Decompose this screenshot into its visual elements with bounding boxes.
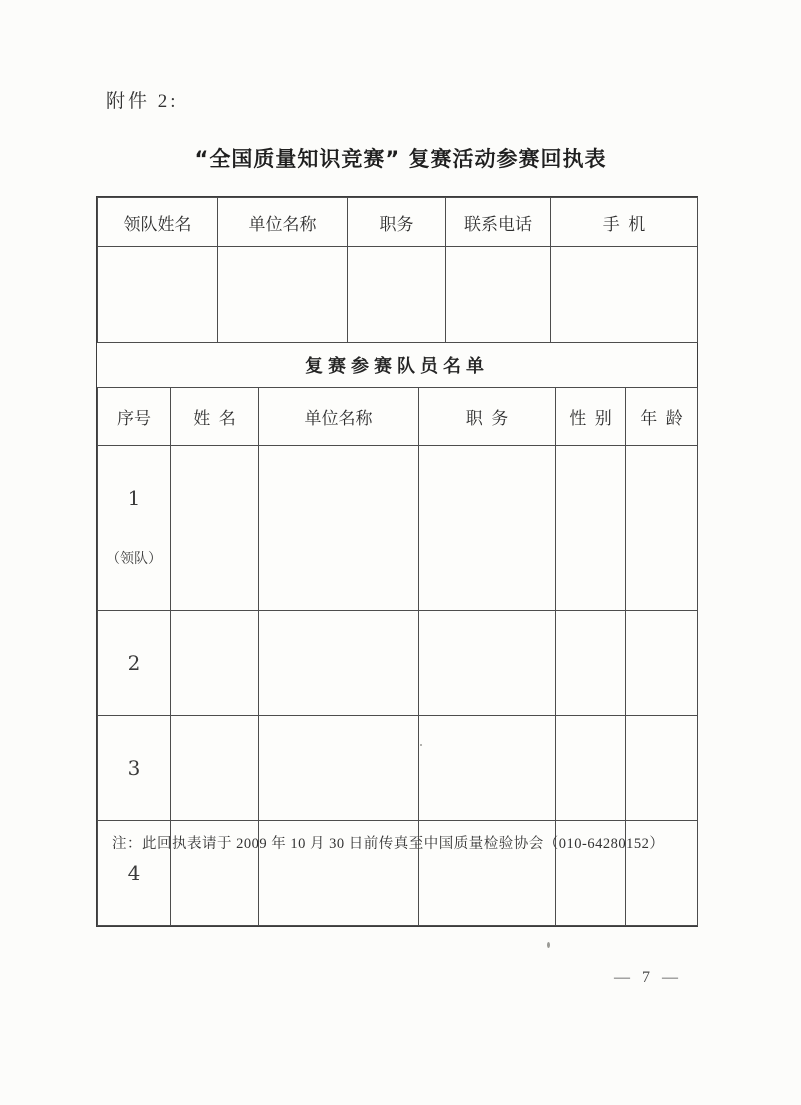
member-age-cell [626, 611, 698, 716]
member-number: 3 [127, 756, 141, 780]
member-name-cell [171, 611, 259, 716]
leader-header-position: 职务 [348, 198, 446, 247]
leader-header-phone: 联系电话 [446, 198, 551, 247]
member-position-cell [419, 446, 556, 611]
member-position-cell [419, 716, 556, 821]
member-gender-cell [556, 611, 626, 716]
leader-header-mobile: 手 机 [551, 198, 698, 247]
leader-header-name: 领队姓名 [98, 198, 218, 247]
fax-deadline-note: 注：此回执表请于 2009 年 10 月 30 日前传真至中国质量检验协会（010-64280152） [112, 836, 665, 852]
member-number: 4 [127, 861, 141, 885]
member-age-cell [626, 446, 698, 611]
member-no-cell [98, 611, 171, 716]
scan-speckle [547, 942, 550, 948]
leader-value-row [98, 247, 698, 343]
member-unit-cell [259, 446, 419, 611]
members-header-no: 序号 [98, 388, 171, 446]
leader-name-cell [98, 247, 218, 343]
member-name-cell [171, 716, 259, 821]
scan-speckle [420, 744, 422, 746]
member-row-2 [98, 611, 698, 716]
member-row-1 [98, 446, 698, 611]
member-number: 2 [127, 651, 141, 675]
member-position-cell [419, 611, 556, 716]
attachment-label: 附件 2: [106, 91, 179, 112]
leader-table [97, 197, 698, 343]
leader-unit-cell [218, 247, 348, 343]
members-header-age: 年 龄 [626, 388, 698, 446]
member-age-cell [626, 716, 698, 821]
member-unit-cell [259, 611, 419, 716]
members-header-position: 职 务 [419, 388, 556, 446]
member-row-3 [98, 716, 698, 821]
member-unit-cell [259, 716, 419, 821]
page-title: “全国质量知识竞赛” 复赛活动参赛回执表 [194, 147, 607, 171]
members-header-unit: 单位名称 [259, 388, 419, 446]
members-header-gender: 性 别 [556, 388, 626, 446]
members-header-row [98, 388, 698, 446]
member-gender-cell [556, 716, 626, 821]
receipt-form-table [96, 196, 698, 927]
members-header-name: 姓 名 [171, 388, 259, 446]
member-name-cell [171, 446, 259, 611]
leader-header-row [98, 198, 698, 247]
leader-position-cell [348, 247, 446, 343]
page-number: — 7 — [614, 969, 682, 986]
member-number: 1 [127, 486, 141, 510]
leader-mobile-cell [551, 247, 698, 343]
member-leader-note: （领队） [106, 552, 162, 567]
leader-phone-cell [446, 247, 551, 343]
member-no-cell [98, 716, 171, 821]
member-no-cell [98, 446, 171, 611]
members-section-title: 复赛参赛队员名单 [305, 356, 489, 376]
leader-header-unit: 单位名称 [218, 198, 348, 247]
member-gender-cell [556, 446, 626, 611]
